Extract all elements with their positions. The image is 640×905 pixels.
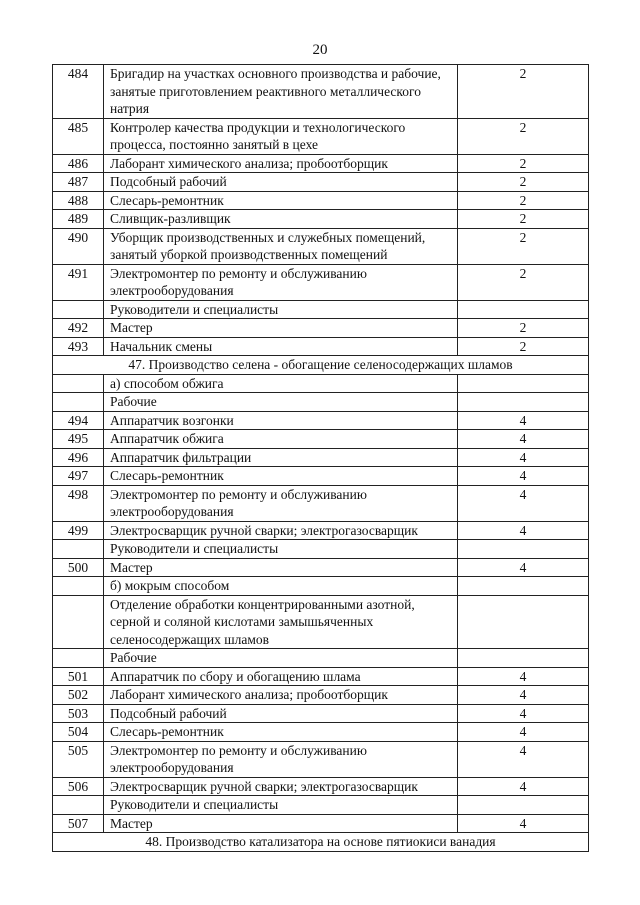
occupation-name: Руководители и специалисты — [104, 300, 458, 319]
category-value: 2 — [458, 65, 589, 119]
table-row — [53, 540, 589, 559]
category-value — [458, 595, 589, 649]
section-heading: 47. Производство селена - обогащение селеносодержащих шламов — [53, 356, 589, 375]
table-row — [53, 649, 589, 668]
row-number: 486 — [53, 154, 104, 173]
table-row — [53, 814, 589, 833]
occupation-name: Подсобный рабочий — [104, 173, 458, 192]
category-value: 4 — [458, 814, 589, 833]
table-row — [53, 118, 589, 154]
table-row — [53, 154, 589, 173]
table-row — [53, 558, 589, 577]
table-row — [53, 485, 589, 521]
row-number: 500 — [53, 558, 104, 577]
occupation-name: Подсобный рабочий — [104, 704, 458, 723]
row-number — [53, 540, 104, 559]
row-number — [53, 649, 104, 668]
table-row — [53, 430, 589, 449]
occupation-name: Слесарь-ремонтник — [104, 723, 458, 742]
category-value: 2 — [458, 118, 589, 154]
row-number: 490 — [53, 228, 104, 264]
section-heading-row — [53, 833, 589, 852]
row-number: 489 — [53, 210, 104, 229]
category-value: 4 — [458, 723, 589, 742]
occupation-name: Отделение обработки концентрированными азотной, серной и соляной кислотами замышьяченных селеносодержащих шламов — [104, 595, 458, 649]
row-number — [53, 595, 104, 649]
category-value — [458, 540, 589, 559]
table-row — [53, 210, 589, 229]
category-value — [458, 393, 589, 412]
occupation-name: Руководители и специалисты — [104, 540, 458, 559]
table-row — [53, 467, 589, 486]
row-number: 502 — [53, 686, 104, 705]
occupation-name: Уборщик производственных и служебных помещений, занятый уборкой производственных помещений — [104, 228, 458, 264]
category-value: 2 — [458, 228, 589, 264]
row-number: 491 — [53, 264, 104, 300]
row-number — [53, 300, 104, 319]
category-value: 4 — [458, 485, 589, 521]
table-row — [53, 577, 589, 596]
category-value: 2 — [458, 337, 589, 356]
table-row — [53, 704, 589, 723]
category-value: 2 — [458, 154, 589, 173]
row-number: 504 — [53, 723, 104, 742]
occupation-name: Мастер — [104, 814, 458, 833]
occupation-name: Электросварщик ручной сварки; электрогазосварщик — [104, 521, 458, 540]
row-number: 501 — [53, 667, 104, 686]
table-row — [53, 65, 589, 119]
table-row — [53, 173, 589, 192]
row-number: 484 — [53, 65, 104, 119]
occupation-name: Контролер качества продукции и технологического процесса, постоянно занятый в цехе — [104, 118, 458, 154]
occupation-name: Мастер — [104, 558, 458, 577]
category-value: 4 — [458, 686, 589, 705]
category-value: 4 — [458, 430, 589, 449]
occupation-name: Рабочие — [104, 393, 458, 412]
occupation-name: Аппаратчик обжига — [104, 430, 458, 449]
row-number — [53, 393, 104, 412]
row-number: 487 — [53, 173, 104, 192]
category-value: 4 — [458, 448, 589, 467]
category-value: 4 — [458, 467, 589, 486]
category-value: 4 — [458, 741, 589, 777]
table-row — [53, 191, 589, 210]
category-value: 4 — [458, 411, 589, 430]
row-number: 494 — [53, 411, 104, 430]
category-value: 4 — [458, 521, 589, 540]
table-row — [53, 777, 589, 796]
table-row — [53, 723, 589, 742]
occupation-table — [52, 64, 589, 852]
table-row — [53, 337, 589, 356]
category-value — [458, 649, 589, 668]
table-row — [53, 595, 589, 649]
row-number: 503 — [53, 704, 104, 723]
table-row — [53, 393, 589, 412]
table-row — [53, 796, 589, 815]
category-value: 2 — [458, 319, 589, 338]
table-row — [53, 686, 589, 705]
row-number: 492 — [53, 319, 104, 338]
category-value — [458, 374, 589, 393]
table-row — [53, 448, 589, 467]
occupation-name: Лаборант химического анализа; пробоотборщик — [104, 154, 458, 173]
occupation-name: Аппаратчик возгонки — [104, 411, 458, 430]
occupation-name: Слесарь-ремонтник — [104, 467, 458, 486]
occupation-name: б) мокрым способом — [104, 577, 458, 596]
occupation-name: Бригадир на участках основного производства и рабочие, занятые приготовлением реактивного металлического натрия — [104, 65, 458, 119]
category-value: 4 — [458, 777, 589, 796]
occupation-name: Аппаратчик по сбору и обогащению шлама — [104, 667, 458, 686]
row-number: 488 — [53, 191, 104, 210]
category-value: 2 — [458, 264, 589, 300]
table-row — [53, 667, 589, 686]
category-value: 2 — [458, 191, 589, 210]
category-value: 2 — [458, 210, 589, 229]
table-row — [53, 741, 589, 777]
row-number: 507 — [53, 814, 104, 833]
category-value — [458, 577, 589, 596]
occupation-name: Рабочие — [104, 649, 458, 668]
occupation-name: Электросварщик ручной сварки; электрогазосварщик — [104, 777, 458, 796]
occupation-name: Мастер — [104, 319, 458, 338]
table-row — [53, 264, 589, 300]
table-row — [53, 411, 589, 430]
table-row — [53, 228, 589, 264]
row-number: 493 — [53, 337, 104, 356]
row-number: 506 — [53, 777, 104, 796]
table-row — [53, 319, 589, 338]
section-heading-row — [53, 356, 589, 375]
category-value: 4 — [458, 704, 589, 723]
row-number: 495 — [53, 430, 104, 449]
category-value: 2 — [458, 173, 589, 192]
category-value — [458, 796, 589, 815]
occupation-name: Электромонтер по ремонту и обслуживанию электрооборудования — [104, 485, 458, 521]
row-number: 496 — [53, 448, 104, 467]
occupation-name: Сливщик-разливщик — [104, 210, 458, 229]
occupation-name: Начальник смены — [104, 337, 458, 356]
occupation-name: Руководители и специалисты — [104, 796, 458, 815]
occupation-name: Аппаратчик фильтрации — [104, 448, 458, 467]
table-row — [53, 374, 589, 393]
row-number — [53, 374, 104, 393]
occupation-name: Лаборант химического анализа; пробоотборщик — [104, 686, 458, 705]
occupation-name: Слесарь-ремонтник — [104, 191, 458, 210]
row-number: 505 — [53, 741, 104, 777]
category-value: 4 — [458, 558, 589, 577]
row-number: 497 — [53, 467, 104, 486]
occupation-name: Электромонтер по ремонту и обслуживанию электрооборудования — [104, 264, 458, 300]
table-row — [53, 300, 589, 319]
occupation-name: Электромонтер по ремонту и обслуживанию электрооборудования — [104, 741, 458, 777]
occupation-name: а) способом обжига — [104, 374, 458, 393]
table-body — [53, 65, 589, 852]
row-number: 498 — [53, 485, 104, 521]
section-heading: 48. Производство катализатора на основе пятиокиси ванадия — [53, 833, 589, 852]
row-number: 499 — [53, 521, 104, 540]
row-number — [53, 577, 104, 596]
category-value — [458, 300, 589, 319]
page-number: 20 — [312, 42, 328, 58]
row-number: 485 — [53, 118, 104, 154]
table-row — [53, 521, 589, 540]
row-number — [53, 796, 104, 815]
category-value: 4 — [458, 667, 589, 686]
